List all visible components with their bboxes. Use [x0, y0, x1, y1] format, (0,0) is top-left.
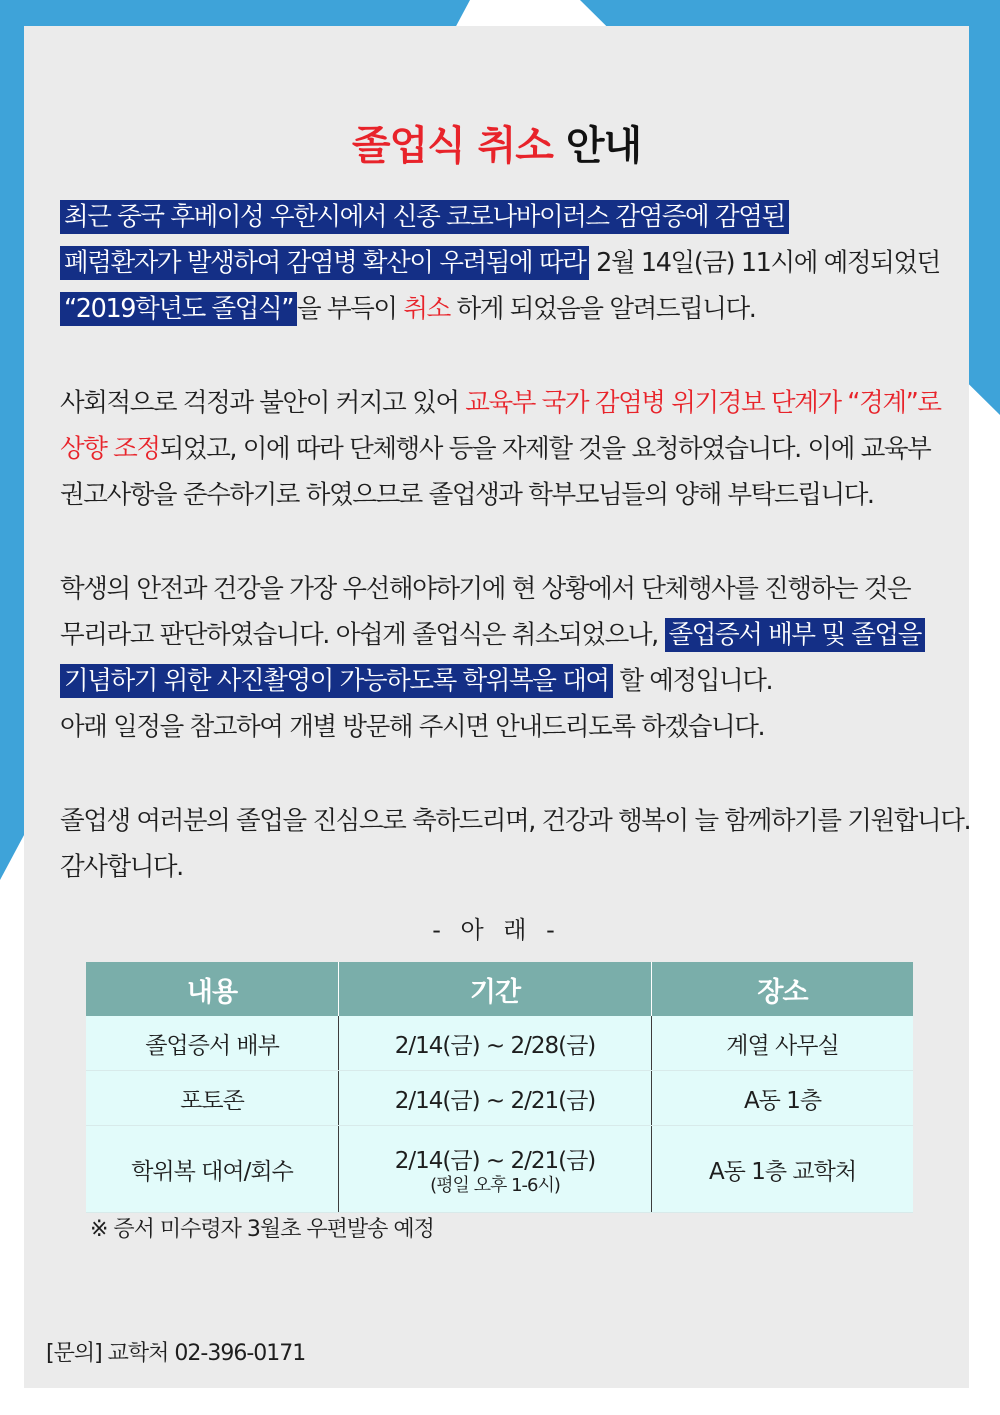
cell-place: 계열 사무실 [652, 1016, 914, 1071]
cell-period [339, 1126, 652, 1213]
paragraph-4 [60, 798, 990, 890]
notice-panel [24, 26, 969, 1388]
highlight-text: 폐렴환자가 발생하여 감염병 확산이 우려됨에 따라 [60, 246, 589, 280]
body-text: 권고사항을 준수하기로 하였으므로 졸업생과 학부모님들의 양해 부탁드립니다. [60, 480, 874, 510]
cell-content: 포토존 [86, 1071, 339, 1126]
highlight-text: 기념하기 위한 사진촬영이 가능하도록 학위복을 대여 [60, 664, 613, 698]
title-rest: 안내 [565, 123, 642, 169]
footnote: ※ 증서 미수령자 3월초 우편발송 예정 [90, 1217, 434, 1242]
period-note: (평일 오후 1-6시) [430, 1174, 560, 1196]
schedule-table [86, 962, 913, 1213]
period-text: 2/14(금) ~ 2/21(금) [394, 1147, 596, 1174]
contact-info: [문의] 교학처 02-396-0171 [46, 1341, 306, 1366]
body-text: 무리라고 판단하였습니다. 아쉽게 졸업식은 취소되었으나, [60, 620, 665, 650]
table-row [86, 1126, 913, 1213]
cell-period: 2/14(금) ~ 2/28(금) [339, 1016, 652, 1071]
paragraph-1 [60, 194, 990, 332]
cell-place: A동 1층 교학처 [652, 1126, 914, 1213]
body-text: 사회적으로 걱정과 불안이 커지고 있어 [60, 388, 466, 418]
column-header-period: 기간 [339, 962, 652, 1016]
body-text: 하게 되었음을 알려드립니다. [449, 294, 756, 324]
cell-content: 졸업증서 배부 [86, 1016, 339, 1071]
table-header-row [86, 962, 913, 1016]
column-header-place: 장소 [652, 962, 914, 1016]
table-row [86, 1071, 913, 1126]
body-text: 을 부득이 [297, 294, 404, 324]
body-text: 감사합니다. [60, 852, 183, 882]
highlight-text: “2019학년도 졸업식” [60, 292, 297, 326]
cell-place: A동 1층 [652, 1071, 914, 1126]
schedule-heading: - 아 래 - [432, 916, 561, 944]
body-text: 되었고, 이에 따라 단체행사 등을 자제할 것을 요청하였습니다. 이에 교육부 [159, 434, 931, 464]
title-emphasis: 졸업식 취소 [351, 123, 553, 169]
body-text: 학생의 안전과 건강을 가장 우선해야하기에 현 상황에서 단체행사를 진행하는 것은 [60, 574, 911, 604]
column-header-content: 내용 [86, 962, 339, 1016]
paragraph-2 [60, 380, 990, 518]
paragraph-3 [60, 566, 990, 750]
emphasis-text: 취소 [403, 294, 450, 324]
body-text: 2월 14일(금) 11시에 예정되었던 [589, 248, 940, 278]
table-row [86, 1016, 913, 1071]
emphasis-text: 교육부 국가 감염병 위기경보 단계가 “경계”로 [465, 388, 941, 418]
highlight-text: 최근 중국 후베이성 우한시에서 신종 코로나바이러스 감염증에 감염된 [60, 200, 789, 234]
body-text: 할 예정입니다. [612, 666, 773, 696]
cell-period: 2/14(금) ~ 2/21(금) [339, 1071, 652, 1126]
cell-content: 학위복 대여/회수 [86, 1126, 339, 1213]
body-text: 아래 일정을 참고하여 개별 방문해 주시면 안내드리도록 하겠습니다. [60, 712, 765, 742]
highlight-text: 졸업증서 배부 및 졸업을 [665, 618, 925, 652]
page-title [24, 114, 969, 171]
emphasis-text: 상향 조정 [60, 434, 160, 464]
body-text: 졸업생 여러분의 졸업을 진심으로 축하드리며, 건강과 행복이 늘 함께하기를 기원합니다. [60, 806, 971, 836]
